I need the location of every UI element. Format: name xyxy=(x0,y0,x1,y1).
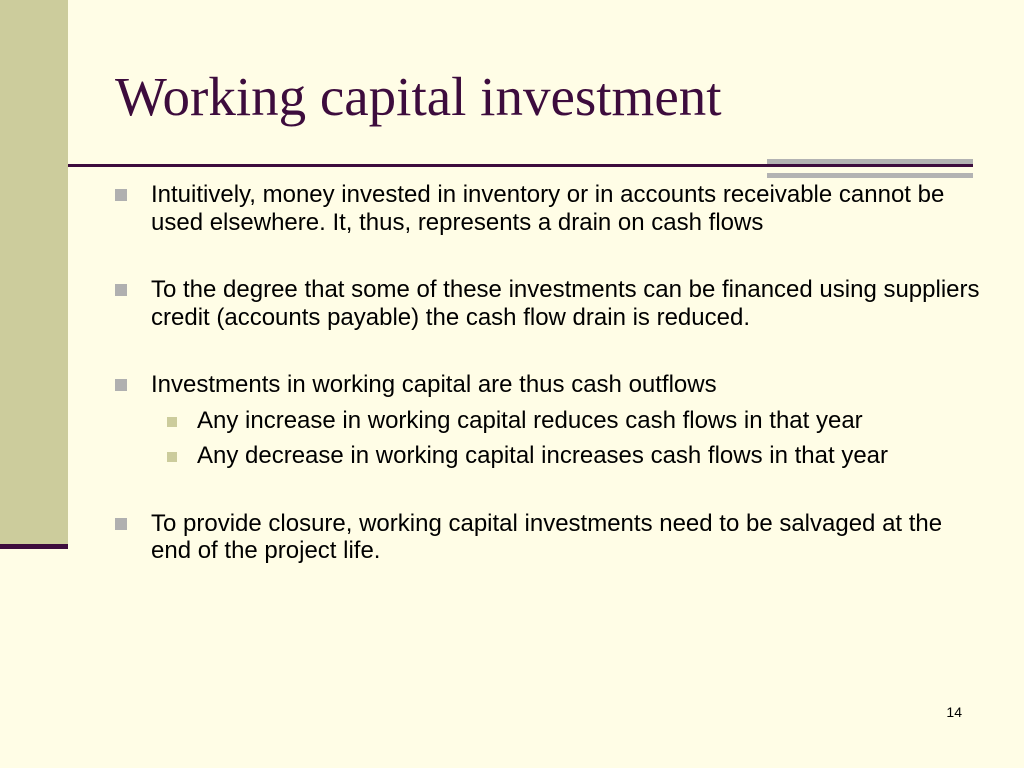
square-bullet-icon xyxy=(115,518,127,530)
square-bullet-icon xyxy=(115,284,127,296)
bullet-item xyxy=(112,510,982,565)
sub-bullet-text: Any increase in working capital reduces cash flows in that year xyxy=(197,406,863,434)
square-sub-bullet-icon xyxy=(167,452,177,462)
bullet-item xyxy=(112,371,982,399)
bullet-text: To the degree that some of these investments can be financed using suppliers credit (accounts payable) the cash flow drain is reduced. xyxy=(151,276,980,331)
accent-stripe xyxy=(767,159,973,164)
slide-body xyxy=(112,181,982,565)
bullet-text: Investments in working capital are thus cash outflows xyxy=(151,371,717,398)
accent-stripe xyxy=(767,173,973,178)
sub-bullet-item xyxy=(158,442,982,470)
square-bullet-icon xyxy=(115,189,127,201)
left-decorative-band xyxy=(0,0,68,545)
slide-title: Working capital investment xyxy=(115,66,722,127)
bullet-item xyxy=(112,276,982,331)
title-underline-accent xyxy=(767,159,973,178)
sub-bullet-text: Any decrease in working capital increases cash flows in that year xyxy=(197,442,889,469)
square-bullet-icon xyxy=(115,379,127,391)
sub-bullet-item xyxy=(158,407,982,435)
bullet-item xyxy=(112,181,982,236)
page-number: 14 xyxy=(946,704,962,720)
square-sub-bullet-icon xyxy=(167,417,177,427)
left-band-rule xyxy=(0,544,68,549)
bullet-text: To provide closure, working capital investments need to be salvaged at the end of the project life. xyxy=(151,509,943,564)
bullet-text: Intuitively, money invested in inventory or in accounts receivable cannot be used elsewhere. It, thus, represents a drain on cash flows xyxy=(151,181,945,236)
